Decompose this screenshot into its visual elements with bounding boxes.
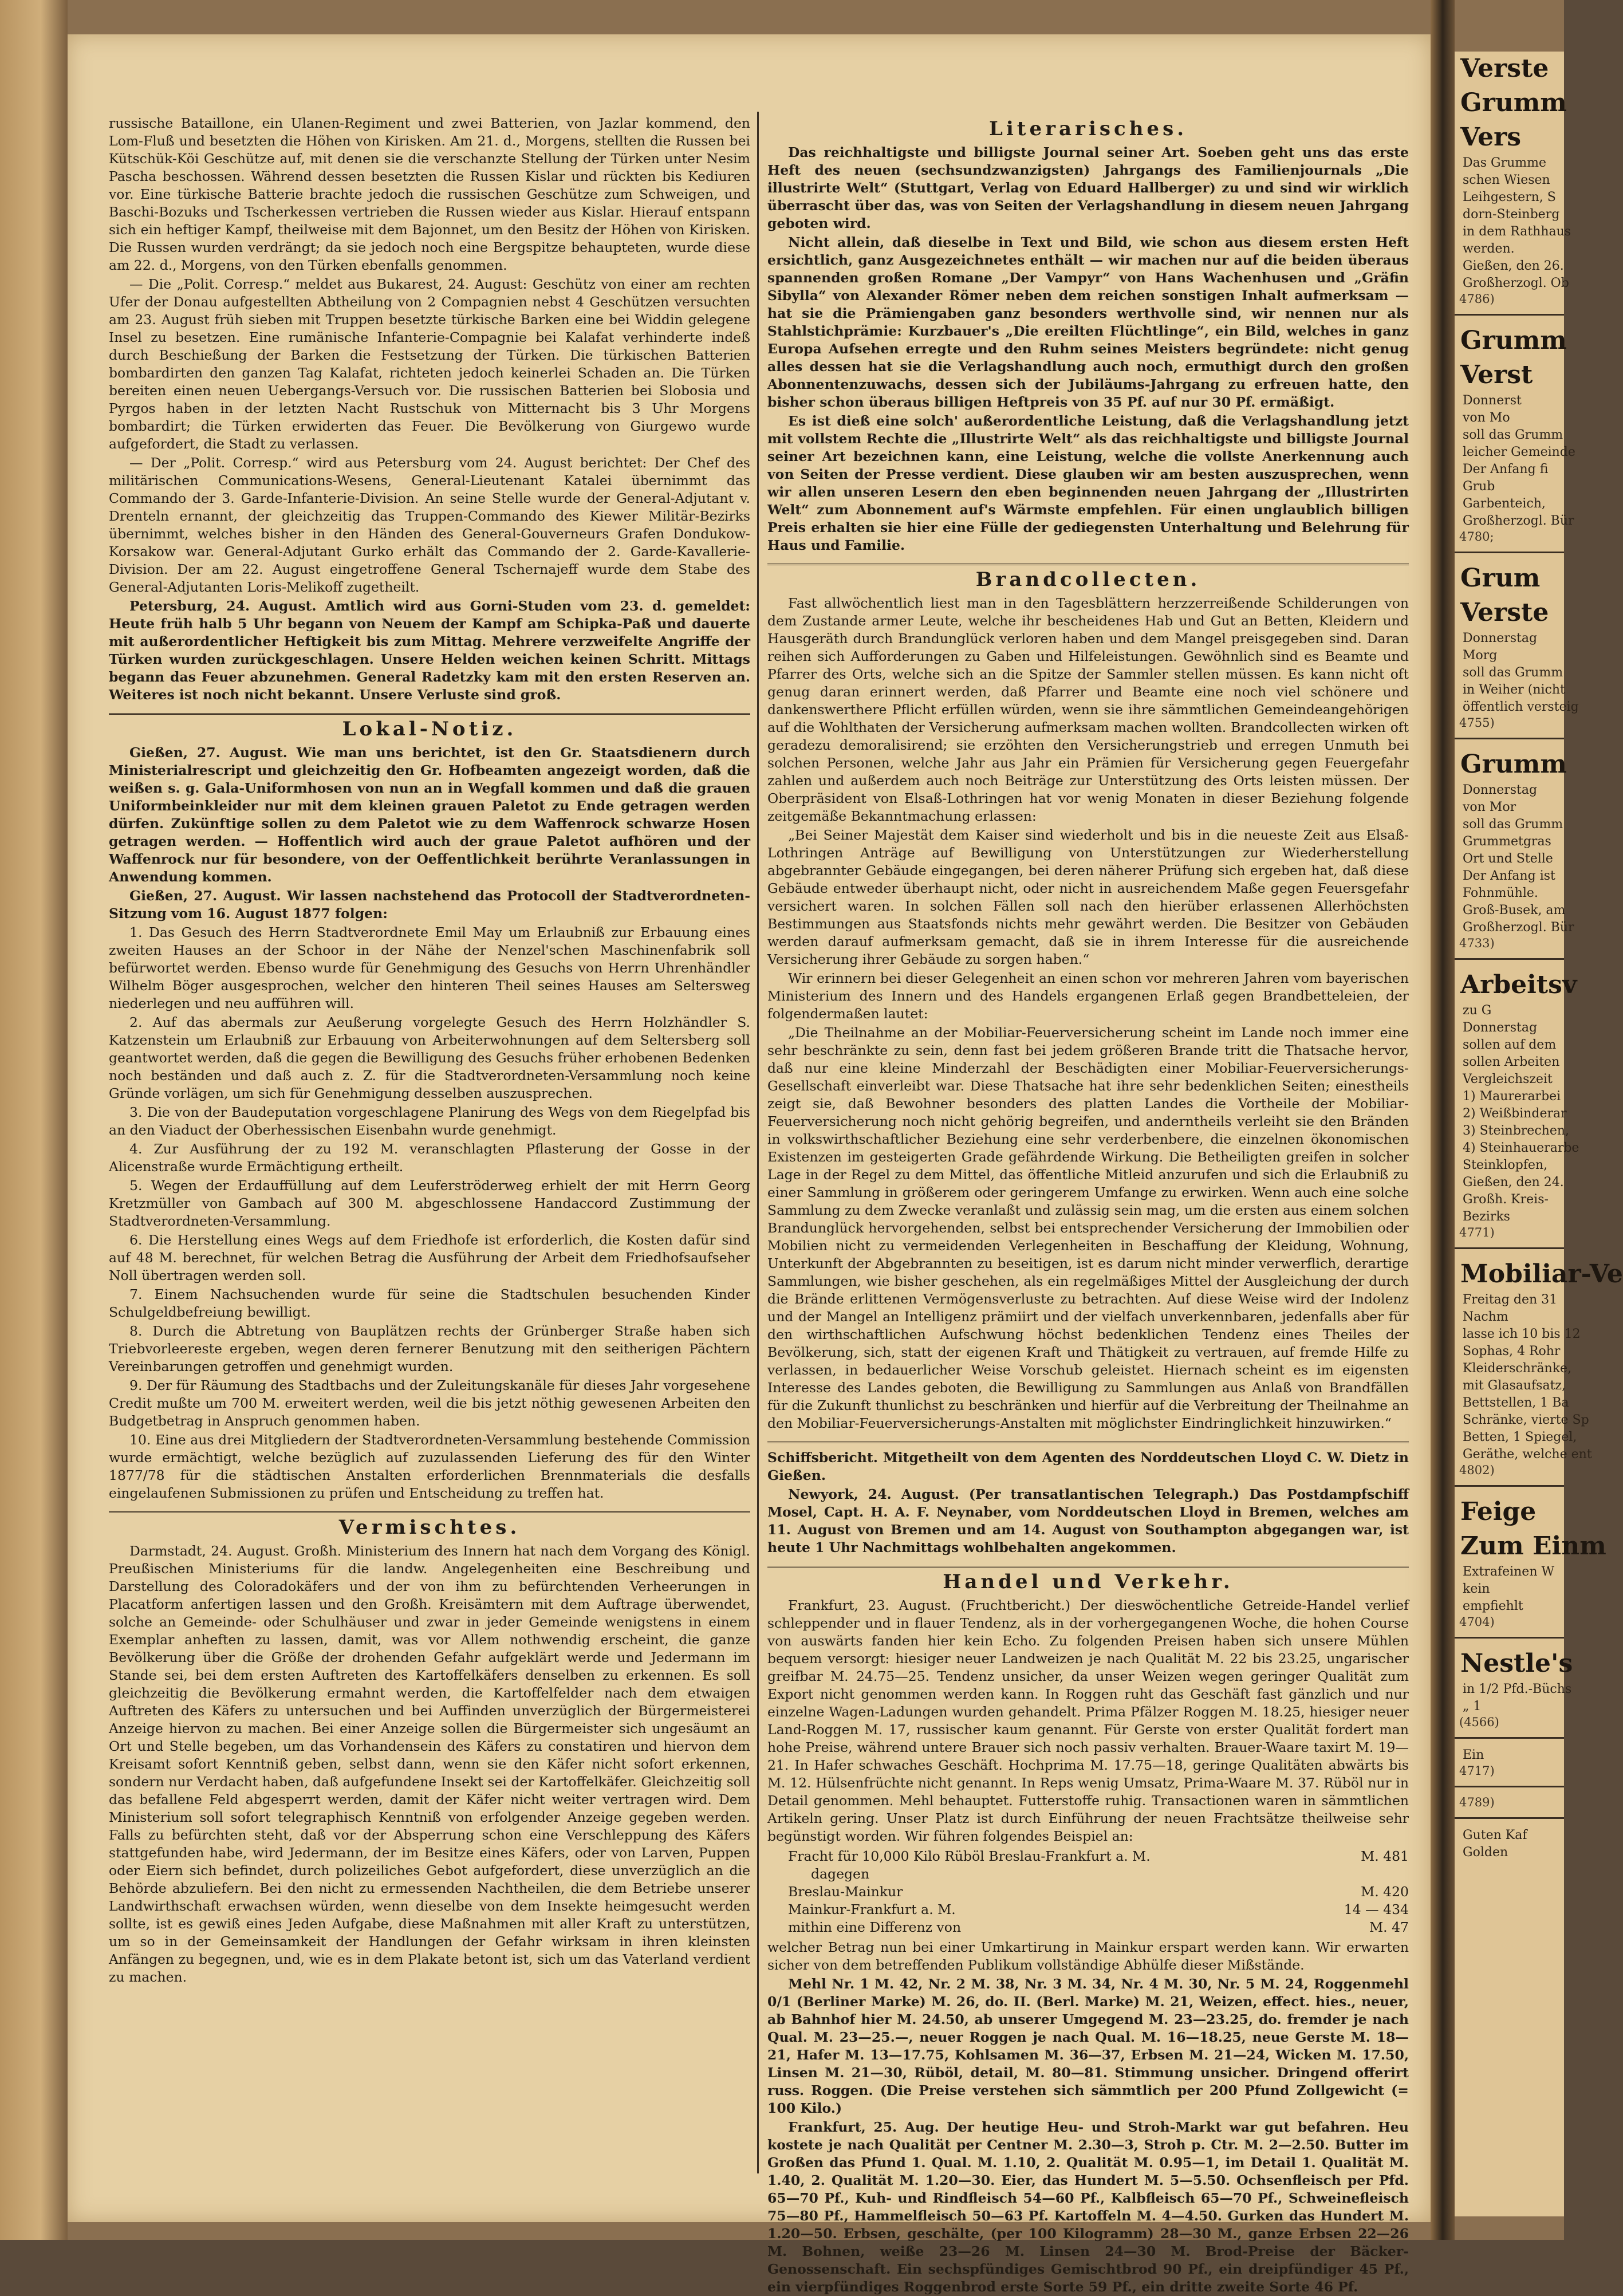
right-page-line: Donnerst	[1463, 393, 1522, 408]
right-page-line: lasse ich 10 bis 12	[1463, 1327, 1581, 1341]
right-page-line: Schränke, vierte Sp	[1463, 1413, 1589, 1427]
right-page-line: von Mor	[1463, 800, 1516, 814]
handel-paragraph: Frankfurt, 23. August. (Fruchtbericht.) Der dieswöchentliche Getreide-Handel verlief schleppender und in flauer Tendenz, als in der vorhergegangenen Woche, die hohen Course von auswärts fanden hier kein Echo. Zu folgenden Preisen haben sich unsere Mühlen bequem versorgt: hiesiger neuer Landweizen je nach Qualität M. 22 bis 23.25, ungarischer greifbar M. 24.75—25. Tendenz unsicher, da unser Weizen wegen geringer Qualität zum Export nicht genommen werden kann. In Roggen ruht das Geschäft fast gänzlich und nur einzelne Wagen-Ladungen wurden gehandelt. Prima Pfälzer Roggen M. 18.25, hiesiger neuer Land-Roggen M. 17, russischer kaum genannt. Für Gerste von erster Qualität fordert man hohe Preise, während untere Brauer sich noch passiv verhalten. Brauer-Waare taxirt M. 19—21. In Hafer schwaches Geschäft. Hochprima M. 17.75—18, geringe Qualitäten abwärts bis M. 12. Hülsenfrüchte nicht genannt. In Reps wenig Umsatz, Prima-Waare M. 37. Rüböl nur in Detail genommen. Mehl behauptet. Futterstoffe ruhig. Transactionen waren in sämmtlichen Artikeln gering. Unser Platz ist durch Einführung der neuen Frachtsätze theilweise sehr begünstigt worden. Wir führen folgendes Beispiel an:	[767, 1597, 1409, 1844]
freight-row: Breslau-Mainkur M. 420	[788, 1884, 1409, 1900]
brand-paragraph: „Die Theilnahme an der Mobiliar-Feuerversicherung scheint im Lande noch immer eine sehr beschränkte zu sein, denn fast bei jedem größeren Brande tritt die Thatsache hervor, daß nur eine kleine Minderzahl der Beschädigten einer Mobiliar-Feuerversicherungs-Gesellschaft einverleibt war. Diese Thatsache hat ihre sehr bedenklichen Seiten; einestheils zeigt sie, daß Bewohner besonders des platten Landes die Vortheile der Mobiliar-Feuerversicherung noch nicht gehörig begreifen, und anderntheils verleiht sie den Bränden in volkswirthschaftlicher Beziehung eine sehr verderbenbere, die einzelnen ökonomischen Existenzen im gesteigerten Grade gefährdende Wirkung. Die Betheiligten greifen in solcher Lage in der Regel zu dem Mittel, das öffentliche Mitleid anzurufen und sich die Erlaubniß zu einer Sammlung in größerem oder geringerem Umfange zu erwirken. Wenn auch eine solche Sammlung zu dem Zwecke veranlaßt und zulässig sein mag, um die ersten aus einem solchen Brandunglück hervorgehenden, selbst bei entsprechender Versicherung der Immobilien oder Mobilien nicht zu vermeidenden Verlegenheiten in Beschaffung der Kleidung, Wohnung, Unterkunft der Abgebrannten zu beseitigen, ist es darum nicht minder verwerflich, derartige Sammlungen, wie bisher geschehen, als ein regelmäßiges Mittel der Ausgleichung der durch die Brände erlittenen Vermögensverluste zu betrachten. Auf diese Weise wird der Indolenz und der Mangel an Intelligenz prämiirt und der vielfach unverkennbaren, jedenfalls aber für den wirthschaftlichen Aufschwung höchst bedenklichen Tendenz eines Theiles der Bevölkerung, sich, statt der eigenen Kraft und Thätigkeit zu vertrauen, auf fremde Hilfe zu verlassen, in bedauerlicher Weise Vorschub geleistet. Hiernach scheint es im eigensten Interesse des Landes geboten, die Bewilligung zu Sammlungen aus Anlaß von Brandfällen für die Zukunft thunlichst zu beschränken und hierfür auf die Verbreitung der Theilnahme an den Mobiliar-Feuerversicherungs-Anstalten mit möglichster Eindringlichkeit hinzuwirken.“	[767, 1025, 1409, 1431]
right-page-rule	[1455, 1637, 1564, 1639]
right-page-line: „ 1	[1463, 1699, 1482, 1714]
handel-paragraph: welcher Betrag nun bei einer Umkartirung in Mainkur erspart werden kann. Wir erwarten sicher von dem betreffenden Publikum vollständige Abhülfe dieser Mißstände.	[767, 1939, 1409, 1973]
section-rule	[767, 564, 1409, 565]
right-page-rule	[1455, 958, 1564, 960]
right-page-line: werden.	[1463, 242, 1515, 256]
right-page-line: Großh. Kreis-	[1463, 1192, 1549, 1207]
right-page-line: Verste	[1460, 54, 1549, 83]
freight-row: Mainkur-Frankfurt a. M. 14 — 434	[788, 1901, 1409, 1917]
right-page-line: 2) Weißbinderar	[1463, 1106, 1567, 1121]
right-page-rule	[1455, 1786, 1564, 1787]
protocol-item: 10. Eine aus drei Mitgliedern der Stadtverordneten-Versammlung bestehende Commission wurde ermächtigt, welche bezüglich auf zuzulassenden Lieferung des für den Winter 1877/78 für die städtischen Anstalten erforderlichen Brennmaterials die desfalls eingelaufenen Submissionen zu prüfen und Entscheidung zu treffen hat.	[109, 1432, 750, 1501]
right-page-line: sollen auf dem	[1463, 1038, 1557, 1052]
right-page-line: Das Grumme	[1463, 156, 1547, 170]
right-page-line: Gießen, den 24.	[1463, 1175, 1564, 1190]
right-page-line: 4755)	[1459, 716, 1495, 730]
right-page-rule	[1455, 1485, 1564, 1487]
war-paragraph: — Die „Polit. Corresp.“ meldet aus Bukarest, 24. August: Geschütz von einer am rechten Ufer der Donau aufgestellten Abtheilung von 2 Compagnien nebst 4 Geschützen versuchten am 23. August früh sieben mit Truppen besetzte türkische Barken eine bei Widdin gelegene Insel zu besetzen. Eine rumänische Infanterie-Compagnie bei Kalafat verhinderte indeß durch Beschießung der Barken die Festsetzung der Türken. Die türkischen Batterien bombardirten den ganzen Tag Kalafat, richteten jedoch keinerlei Schaden an. Die Türken bereiten einen neuen Uebergangs-Versuch vor. Die russischen Batterien bei Slobosia und Pyrgos haben in der letzten Nacht Rustschuk von Mitternacht bis 3 Uhr Morgens bombardirt; die Türken erwiderten das Feuer. Die Bevölkerung von Giurgewo wurde aufgefordert, die Stadt zu verlassen.	[109, 276, 750, 452]
right-page-rule	[1455, 1737, 1564, 1739]
right-page-line: Groß-Busek, am	[1463, 903, 1566, 917]
right-page-line: Sophas, 4 Rohr	[1463, 1344, 1561, 1358]
schiffsbericht	[767, 1449, 1409, 1557]
right-page-fragment	[1455, 52, 1623, 2216]
lokal-notiz	[109, 744, 750, 1502]
brand-paragraph: „Bei Seiner Majestät dem Kaiser sind wiederholt und bis in die neueste Zeit aus Elsaß-Lothringen Anträge auf Bewilligung von Unterstützungen zur Wiederherstellung abgebrannter Gebäude eingegangen, bei deren näherer Prüfung sich ergeben hat, daß diese Gebäude entweder überhaupt nicht, oder nicht in ausreichendem Maße gegen Feuersgefahr versichert waren. In solchen Fällen soll nach den hierüber erlassenen Allerhöchsten Bestimmungen aus Staatsfonds nichts mehr gewährt werden. Die Besitzer von Gebäuden werden darauf aufmerksam gemacht, daß sie in ihrem Interesse für die ausreichende Versicherung ihrer Gebäude zu sorgen haben.“	[767, 827, 1409, 967]
freight-row: mithin eine Differenz von M. 47	[788, 1919, 1409, 1935]
right-page-line: Geräthe, welche ent	[1463, 1447, 1592, 1462]
right-page-line: Verst	[1460, 360, 1533, 389]
protocol-item: 3. Die von der Baudeputation vorgeschlagene Planirung des Wegs von dem Riegelpfad bis an den Viaduct der Oberhessischen Eisenbahn wurde genehmigt.	[109, 1104, 750, 1138]
right-page-line: dorn-Steinberg	[1463, 207, 1560, 222]
right-page-line: Garbenteich,	[1463, 497, 1546, 511]
right-page-line: soll das Grumm	[1463, 817, 1563, 832]
right-page-line: öffentlich versteig	[1463, 700, 1579, 714]
right-page-line: mit Glasaufsatz,	[1463, 1379, 1566, 1393]
right-page-line: Bettstellen, 1 Ba	[1463, 1396, 1569, 1410]
freight-table	[788, 1848, 1409, 1936]
war-paragraph: russische Bataillone, ein Ulanen-Regiment und zwei Batterien, von Jazlar kommend, den Lom-Fluß und besetzten die Höhen von Kirisken. Am 21. d., Morgens, stellten die Russen bei Kütschük-Köi Geschütze auf, mit denen sie die verschanzte Stellung der Türken unter Nesim Pascha beschossen. Während dessen besetzten die Russen Kislar und rückten bis Kediuren vor. Eine türkische Batterie brachte jedoch die russischen Geschütze zum Schweigen, und Baschi-Bozuks und Tscherkessen vertrieben die Russen wieder aus Kislar. Hierauf entspann sich ein heftiger Kampf, theilweise mit dem Bajonnet, um den Besitz der Höhen von Kirisken. Die Russen wurden verdrängt; da sie jedoch noch eine Bergspitze behaupteten, wurde diese am 22. d., Morgens, von den Türken ebenfalls genommen.	[109, 115, 750, 273]
right-page-line: Zum Einm	[1460, 1531, 1606, 1561]
lokal-paragraph: Gießen, 27. August. Wie man uns berichtet, ist den Gr. Staatsdienern durch Ministerialrescript und gleichzeitig den Gr. Hofbeamten angezeigt worden, daß die weißen s. g. Gala-Uniformhosen von nun an in Wegfall kommen und daß die grauen Uniformbeinkleider nur mit dem kleinen grauen Paletot zu Ende getragen werden dürfen. Zukünftige sollen zu dem Paletot wie zu dem Waffenrock schwarze Hosen getragen werden. — Hoffentlich wird auch der graue Paletot aufhören und der Waffenrock nur für besondere, von der Oeffentlichkeit berührte Veranlassungen in Anwendung kommen.	[109, 745, 750, 885]
right-page-line: Vers	[1460, 123, 1522, 152]
right-page-line: 4786)	[1459, 292, 1495, 306]
right-column	[767, 115, 1409, 2295]
right-page-line: soll das Grumm	[1463, 665, 1563, 680]
war-news	[109, 115, 750, 704]
right-page-line: sollen Arbeiten	[1463, 1055, 1560, 1069]
right-page-line: 4733)	[1459, 936, 1495, 950]
protocol-item: 2. Auf das abermals zur Aeußerung vorgelegte Gesuch des Herrn Holzhändler S. Katzenstein um Erlaubniß zur Erbauung von Arbeiterwohnungen auf dem Seltersberg soll geantwortet werden, daß die gegen die Bewilligung des Gesuchs früher erhobenen Bedenken noch beständen und daß auch z. Z. für die Stadtverordneten-Versammlung noch keine Gründe vorlägen, um sich für Genehmigung desselben auszusprechen.	[109, 1014, 750, 1101]
section-rule	[767, 1442, 1409, 1443]
right-page-line: Grub	[1463, 479, 1495, 494]
lokal-paragraph: Gießen, 27. August. Wir lassen nachstehend das Protocoll der Stadtverordneten-Sitzung vom 16. August 1877 folgen:	[109, 888, 750, 921]
protocol-item: 7. Einem Nachsuchenden wurde für seine die Stadtschulen besuchenden Kinder Schulgeldbefreiung bewilligt.	[109, 1286, 750, 1320]
right-page-line: 4) Steinhauerarbe	[1463, 1141, 1579, 1155]
right-page-line: Fohnmühle.	[1463, 886, 1538, 900]
right-page-line: Ein	[1463, 1748, 1484, 1762]
section-heading-lokal: Lokal-Notiz.	[342, 718, 517, 741]
right-page-line: 4771)	[1459, 1226, 1495, 1239]
protocol-item: 8. Durch die Abtretung von Bauplätzen rechts der Grünberger Straße haben sich Triebvorleereste ergeben, wegen deren fernerer Benutzung mit den seitherigen Pächtern Vereinbarungen getroffen und genehmigt wurden.	[109, 1323, 750, 1375]
right-page-line: Freitag den 31	[1463, 1293, 1558, 1307]
section-heading-brand: Brandcollecten.	[975, 568, 1201, 591]
right-page-line: leicher Gemeinde	[1463, 445, 1575, 459]
right-page-line: 3) Steinbrechen,	[1463, 1124, 1570, 1138]
right-page-line: 1) Maurerarbei	[1463, 1089, 1561, 1104]
right-page-line: Bezirks	[1463, 1210, 1510, 1224]
right-page-line: Grum	[1460, 564, 1541, 593]
right-page-rule	[1455, 552, 1564, 553]
right-page-line: Extrafeinen W	[1463, 1565, 1555, 1579]
right-page-line: Ort und Stelle	[1463, 852, 1553, 866]
freight-row: dagegen	[811, 1866, 870, 1882]
right-page-line: Betten, 1 Spiegel,	[1463, 1430, 1577, 1444]
left-column	[109, 115, 750, 2188]
right-page-line: Der Anfang fi	[1463, 462, 1549, 476]
right-page-line: Donnerstag	[1463, 631, 1538, 645]
right-page-line: Golden	[1463, 1845, 1508, 1860]
section-heading-handel: Handel und Verkehr.	[943, 1570, 1234, 1593]
right-page-line: Verste	[1460, 598, 1549, 627]
vermischtes-paragraph: Darmstadt, 24. August. Großh. Ministerium des Innern hat nach dem Vorgang des Königl. Preußischen Ministeriums für die landw. Angelegenheiten eine Beschreibung und Darstellung des Coloradokäfers und der von ihm zu befürchtenden Verheerungen in Placatform anfertigen lassen und den Großh. Kreisämtern mit dem Auftrage überwendet, solche an Gemeinde- oder Schulhäuser und zwar in jeder Gemeinde wenigstens in einem Exemplar anheften zu lassen, damit, was vor Allem nothwendig erscheint, die ganze Bevölkerung über die Größe der drohenden Gefahr aufgeklärt werde und Jedermann im Stande sei, bei dem ersten Auftreten des Kartoffelkäfers denselben zu erkennen. Es soll gleichzeitig die Bevölkerung ermahnt werden, die Kartoffelfelder nach dem etwaigen Auftreten des Käfers zu untersuchen und bei Auffinden unverzüglich der Bürgermeisterei Anzeige hiervon zu machen. Bei einer Anzeige sollen die Bürgermeister sich ungesäumt an Ort und Stelle begeben, um das Vorhandensein des Käfers zu constatiren und hiervon dem Kreisamt sofort Kenntniß geben, selbst dann, wenn sie den Käfer nicht sofort erkennen, sondern nur Verdacht haben, daß aufgefundene Insekt sei der Kartoffelkäfer. Gleichzeitig soll das befallene Feld abgesperrt werden, damit der Käfer nicht weiter vertragen wird. Dem Ministerium soll sofort telegraphisch Kenntniß von erfolgender Anzeige gegeben werden. Falls zu befürchten steht, daß vor der Absperrung schon eine Verschleppung des Käfers stattgefunden habe, wird Jedermann, der im Besitze eines Käfers, oder von Larven, Puppen oder Eiern sich befindet, durch polizeiliches Gebot aufgefordert, diese unverzüglich an die Behörde abzuliefern. Bei den nicht zu ermessenden Nachtheilen, die dem Betriebe unserer Landwirthschaft erwachsen würden, wenn dieselbe von dem Insekte heimgesucht werden sollte, ist es gewiß eines Jeden Aufgabe, diese Maßnahmen mit aller Kraft zu unterstützen, um so in der Gemeinsamkeit der Handlungen der Gefahr wirksam in ihren kleinsten Anfängen zu begegnen, und, wie es in dem Plakate betont ist, sich um das Vaterland verdient zu machen.	[109, 1543, 750, 1985]
right-page-line: 4789)	[1459, 1795, 1495, 1809]
right-page-line: Grumm	[1460, 326, 1567, 355]
right-page-line: 4717)	[1459, 1764, 1495, 1778]
freight-row: Fracht für 10,000 Kilo Rüböl Breslau-Frankfurt a. M. M. 481	[788, 1848, 1409, 1864]
right-page-line: Grumm	[1460, 88, 1567, 117]
section-rule	[109, 1511, 750, 1513]
lit-paragraph: Es ist dieß eine solch' außerordentliche Leistung, daß die Verlagshandlung jetzt mit vollstem Rechte die „Illustrirte Welt“ als das reichhaltigste und billigste Journal seiner Art bezeichnen kann, eine Leistung, welche die vollste Anerkennung auch von Seiten der Presse verdient. Diese glauben wir am besten auszusprechen, wenn wir allen unseren Lesern den eben beginnenden neuen Jahrgang der „Illustrirten Welt“ zum Abonnement auf's Wärmste empfehlen. Für einen unglaublich billigen Preis erhalten sie hier eine Fülle der gediegensten Unterhaltung und Belehrung für Haus und Familie.	[767, 413, 1409, 553]
book-gutter	[1431, 0, 1455, 2240]
section-heading-vermischtes: Vermischtes.	[338, 1516, 521, 1539]
war-paragraph: Petersburg, 24. August. Amtlich wird aus Gorni-Studen vom 23. d. gemeldet: Heute früh halb 5 Uhr begann von Neuem der Kampf am Schipka-Paß und dauerte mit außerordentlicher Heftigkeit bis zum Mittag. Mehrere verzweifelte Angriffe der Türken wurden zurückgeschlagen. Unsere Helden weichen keinen Schritt. Mittags begann das Feuer abzunehmen. General Radetzky kam mit den ersten Reserven an. Weiteres ist noch nicht bekannt. Unsere Verluste sind groß.	[109, 598, 750, 703]
section-heading-literarisches: Literarisches.	[988, 117, 1188, 140]
right-page-line: 4802)	[1459, 1463, 1495, 1477]
right-page-line: Der Anfang ist	[1463, 869, 1555, 883]
right-page-line: empfiehlt	[1463, 1599, 1523, 1613]
handel-paragraph: Mehl Nr. 1 M. 42, Nr. 2 M. 38, Nr. 3 M. 34, Nr. 4 M. 30, Nr. 5 M. 24, Roggenmehl 0/1 (Berliner Marke) M. 26, do. II. (Berl. Marke) M. 21, Weizen, effect. hies., neuer, ab Bahnhof hier M. 24.50, ab unserer Umgegend M. 23—23.25, do. fremder je nach Qual. M. 23—25.—, neuer Roggen je nach Qual. M. 16—18.25, neue Gerste M. 18—21, Hafer M. 13—17.75, Kohlsamen M. 36—37, Erbsen M. 21—24, Wicken M. 17.50, Linsen M. 21—30, Rüböl, detail, M. 80—81. Stimmung unsicher. Dringend offerirt russ. Roggen. (Die Preise verstehen sich sämmtlich per 200 Pfund Zollgewicht (= 100 Kilo.)	[767, 1976, 1409, 2116]
right-page-line: Guten Kaf	[1463, 1828, 1527, 1842]
handel-und-verkehr	[767, 1597, 1409, 2296]
vermischtes	[109, 1542, 750, 1986]
right-page-line: 4780;	[1459, 530, 1494, 544]
column-divider	[757, 112, 759, 2173]
right-page-line: Steinklopfen,	[1463, 1158, 1548, 1172]
right-page-rule	[1455, 1817, 1564, 1819]
right-page-line: Großherzogl. Bür	[1463, 514, 1574, 528]
section-rule	[109, 713, 750, 715]
right-page-line: Grummetgras	[1463, 834, 1551, 849]
right-page-line: in dem Rathhaus	[1463, 225, 1571, 239]
right-page-line: Nestle's	[1460, 1649, 1573, 1678]
war-paragraph: — Der „Polit. Corresp.“ wird aus Petersburg vom 24. August berichtet: Der Chef des militärischen Communications-Wesens, General-Lieutenant Katalei übernimmt das Commando der 3. Garde-Infanterie-Division. An seine Stelle wurde der General-Adjutant v. Drenteln ernannt, der gleichzeitig das Truppen-Commando des Kiewer Militär-Bezirks übernimmt, welches bisher in den Händen des General-Gouverneurs Grafen Dondukow-Korsakow war. General-Adjutant Gurko erhält das Commando der 2. Garde-Kavallerie-Division. Der am 22. August eingetroffene General Tschernajeff wurde dem Stabe des General-Adjutanten Loris-Melikoff zugetheilt.	[109, 455, 750, 595]
section-rule	[767, 1566, 1409, 1568]
right-page-line: in 1/2 Pfd.-Büchs	[1463, 1682, 1572, 1696]
brand-paragraph: Fast allwöchentlich liest man in den Tagesblättern herzzerreißende Schilderungen von dem Zustande armer Leute, welche ihr bescheidenes Hab und Gut an Betten, Kleidern und Hausgeräth durch Brandunglück verloren haben und dem Mangel preisgegeben sind. Daran reihen sich Aufforderungen zu Gaben und Hilfeleistungen. Gewöhnlich sind es Beamte und Pfarrer des Orts, welche sich an die Spitze der Sammler stellen müssen. Es kann nicht oft genug daran erinnert werden, daß Pfarrer und Beamte eine noch viel schönere und dankenswerthere Pflicht erfüllen würden, wenn sie ihre sämmtlichen Gemeindeangehörigen auf die Wohlthaten der Versicherung aufmerksam machen wollten. Brandcollecten wirken oft geradezu demoralisirend; sie erzöhten den Versicherungstrieb und erregen Unmuth bei solchen Personen, welche Jahr aus Jahr ein Prämien für Versicherung gegen Feuergefahr zahlen und außerdem auch noch Beiträge zur Unterstützung des Orts leisten müssen. Der Oberpräsident von Elsaß-Lothringen hat vor wenig Monaten in dieser Beziehung folgende zeitgemäße Bekanntmachung erlassen:	[767, 595, 1409, 824]
right-page-line: Gießen, den 26.	[1463, 259, 1564, 273]
schiff-intro: Mitgetheilt von dem Agenten des Norddeutschen Lloyd C. W. Dietz in Gießen.	[767, 1450, 1409, 1483]
lit-paragraph: Nicht allein, daß dieselbe in Text und Bild, wie schon aus diesem ersten Heft ersichtlich, ganz Ausgezeichnetes enthält — wir machen nur auf die beiden überaus spannenden großen Romane „Der Vampyr“ von Hans Wachenhusen und „Gräfin Sibylla“ von Alexander Römer neben dem reichen sonstigen Inhalt aufmerksam — hat sie die Prämiengaben ganz besonders werthvolle sind, wir nennen nur als Stahlstichprämie: Kurzbauer's „Die ereilten Flüchtlinge“, ein Bild, welches in ganz Europa Aufsehen erregte und den Ruhm seines Meisters begründete: nicht genug alles dessen hat sie die Verlagshandlung auch noch, ermuthigt durch den großen Abonnentenzuwachs, dessen sich der Jubiläums-Jahrgang zu erfreuen hatte, den bisher schon überaus billigen Heftpreis von 35 Pf. auf nur 30 Pf. ermäßigt.	[767, 234, 1409, 410]
right-page-line: Arbeitsv	[1460, 970, 1577, 999]
right-page-line: Leihgestern, S	[1463, 190, 1556, 204]
right-page-line: Grumm	[1460, 750, 1567, 779]
right-page-line: Nachm	[1463, 1310, 1508, 1324]
right-page-rule	[1455, 314, 1564, 316]
right-page-line: Kleiderschränke,	[1463, 1361, 1572, 1376]
right-page-rule	[1455, 1247, 1564, 1249]
right-page-line: (4566)	[1459, 1715, 1499, 1729]
right-page-line: Feige	[1460, 1497, 1537, 1526]
right-page-line: in Weiher (nicht	[1463, 683, 1565, 697]
right-page-line: Großherzogl. Ob	[1463, 276, 1569, 290]
right-page-line: soll das Grumm	[1463, 428, 1563, 442]
brand-paragraph: Wir erinnern bei dieser Gelegenheit an einen schon vor mehreren Jahren vom bayerischen Ministerium des Innern und des Handels ergangenen Erlaß gegen Brandbetteleien, der folgendermaßen lautet:	[767, 970, 1409, 1022]
right-page-line: Großherzogl. Bür	[1463, 920, 1574, 935]
protocol-item: 4. Zur Ausführung der zu 192 M. veranschlagten Pflasterung der Gosse in der Alicenstraße wurde Ermächtigung ertheilt.	[109, 1141, 750, 1175]
right-page-line: zu G	[1463, 1003, 1492, 1018]
right-page-line: Donnerstag	[1463, 783, 1538, 797]
right-page-line: Mobiliar-Ve	[1460, 1259, 1623, 1289]
right-page-line: 4704)	[1459, 1615, 1495, 1629]
brandcollecten	[767, 594, 1409, 1432]
schiff-paragraph: Newyork, 24. August. (Per transatlantischen Telegraph.) Das Postdampfschiff Mosel, Capt. H. A. F. Neynaber, vom Norddeutschen Lloyd in Bremen, welches am 11. August von Bremen und am 14. August von Southampton abgegangen war, ist heute 1 Uhr Nachmittags wohlbehalten angekommen.	[767, 1486, 1409, 1555]
protocol-item: 6. Die Herstellung eines Wegs auf dem Friedhofe ist erforderlich, die Kosten dafür sind auf 48 M. berechnet, für welchen Betrag die Ausführung der Arbeit dem Friedhofsaufseher Noll übertragen werden soll.	[109, 1232, 750, 1283]
literarisches	[767, 144, 1409, 554]
lit-paragraph: Das reichhaltigste und billigste Journal seiner Art. Soeben geht uns das erste Heft des neuen (sechsundzwanzigsten) Jahrgangs des Familienjournals „Die illustrirte Welt“ (Stuttgart, Verlag von Eduard Hallberger) zu und sind wir wirklich überrascht über das, was von Seiten der Verlagshandlung in diesem neuen Jahrgang geboten wird.	[767, 144, 1409, 231]
right-page-rule	[1455, 738, 1564, 739]
protocol-item: 9. Der für Räumung des Stadtbachs und der Zuleitungskanäle für dieses Jahr vorgesehene Credit mußte um 700 M. erweitert werden, weil die bis jetzt nöthig gewesenen Arbeiten den Budgetbetrag in Anspruch genommen haben.	[109, 1377, 750, 1429]
right-page-line: schen Wiesen	[1463, 173, 1550, 187]
right-page-line: Donnerstag	[1463, 1021, 1538, 1035]
handel-paragraph: Frankfurt, 25. Aug. Der heutige Heu- und Stroh-Markt war gut befahren. Heu kostete je nach Qualität per Centner M. 2.30—3, Stroh p. Ctr. M. 2—2.50. Butter im Großen das Pfund 1. Qual. M. 1.10, 2. Qualität M. 0.95—1, im Detail 1. Qualität M. 1.40, 2. Qualität M. 1.20—30. Eier, das Hundert M. 5—5.50. Ochsenfleisch per Pfd. 65—70 Pf., Kuh- und Rindfleisch 54—60 Pf., Kalbfleisch 65—70 Pf., Schweinefleisch 75—80 Pf., Hammelfleisch 50—63 Pf. Kartoffeln M. 4—4.50. Gurken das Hundert M. 1.20—50. Erbsen, geschälte, (per 100 Kilogramm) 28—30 M., ganze Erbsen 22—26 M. Bohnen, weiße 23—26 M. Linsen 24—30 M. Brod-Preise der Bäcker-Genossenschaft. Ein sechspfündiges Gemischtbrod 90 Pf., ein dreipfündiger 45 Pf., ein vierpfündiges Roggenbrod erste Sorte 59 Pf., ein dritte zweite Sorte 46 Pf.	[767, 2119, 1409, 2295]
protocol-item: 5. Wegen der Erdauffüllung auf dem Leuferströderweg erhielt der mit Herrn Georg Kretzmüller von Gambach auf 300 M. abgeschlossene Handaccord Zustimmung der Stadtverordneten-Versammlung.	[109, 1177, 750, 1229]
protocol-item: 1. Das Gesuch des Herrn Stadtverordnete Emil May um Erlaubniß zur Erbauung eines zweiten Hauses an der Schoor in der Nähe der Nenzel'schen Maschinenfabrik soll befürwortet werden. Ebenso wurde für Genehmigung des Gesuchs von Herrn Uhrenhändler Wilhelm Böger ausgesprochen, welcher den hinteren Theil seines Hauses am Seltersweg niederlegen und neu aufführen will.	[109, 924, 750, 1011]
left-page-edge	[0, 0, 68, 2240]
right-page-line: Morg	[1463, 648, 1498, 663]
schiff-heading: Schiffsbericht.	[767, 1450, 878, 1466]
right-page-line: von Mo	[1463, 411, 1510, 425]
right-page-line: Vergleichszeit	[1463, 1072, 1553, 1086]
right-page-line: kein	[1463, 1582, 1490, 1596]
